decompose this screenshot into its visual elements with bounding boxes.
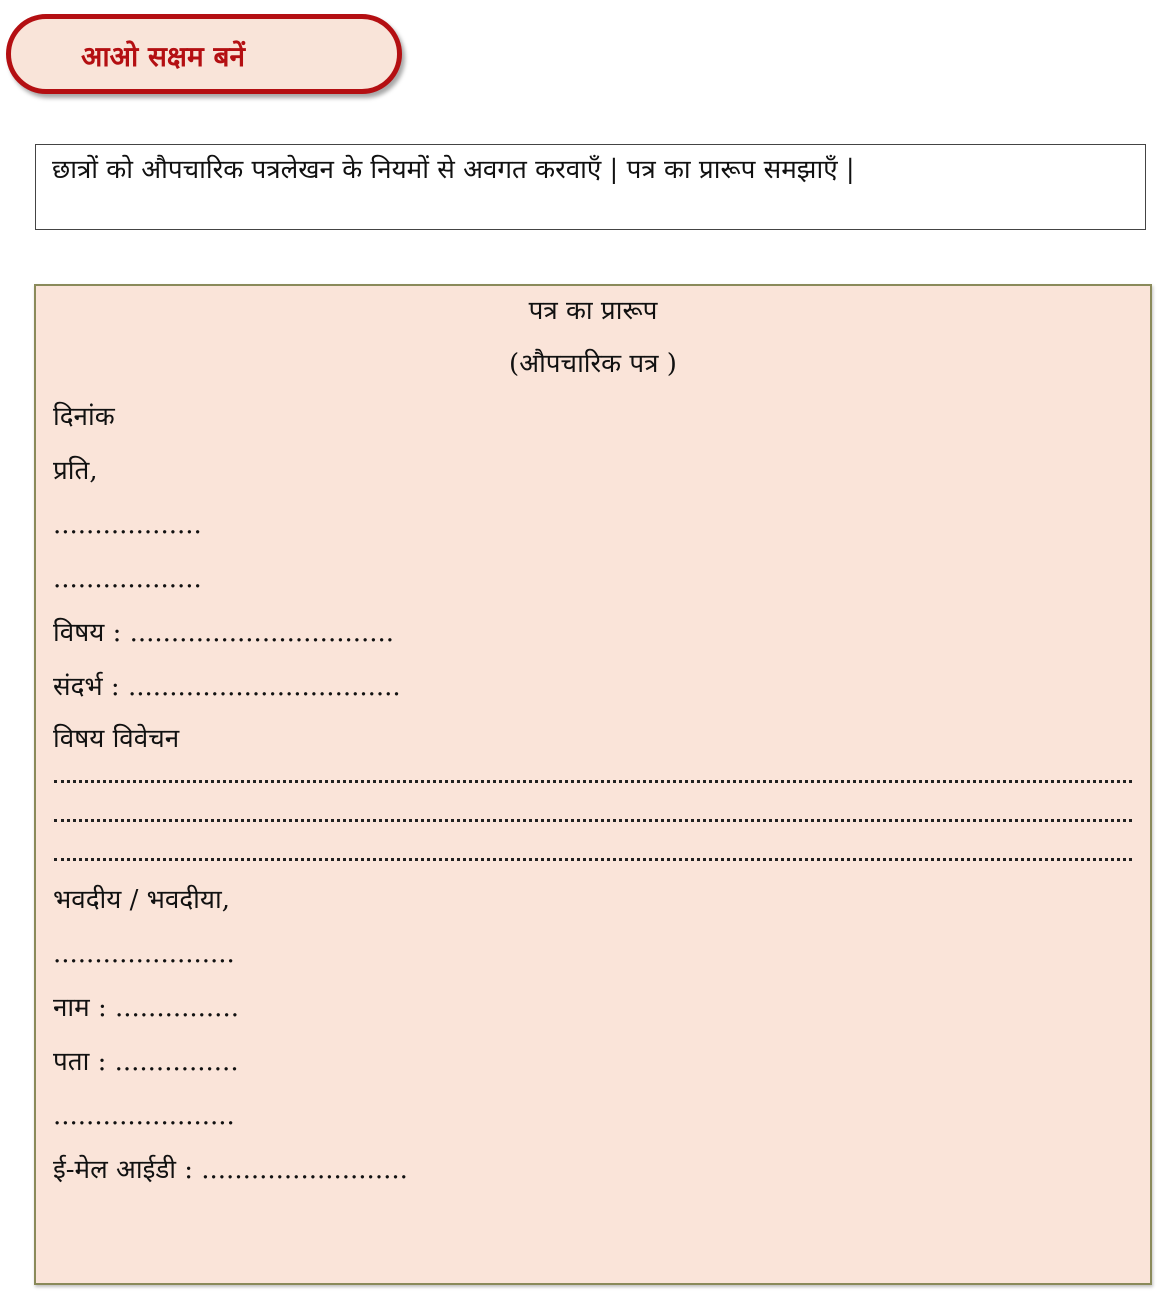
letter-format-box bbox=[34, 284, 1152, 1285]
letter-title: पत्र का प्रारूप bbox=[528, 296, 658, 326]
letter-subtitle: (औपचारिक पत्र ) bbox=[509, 349, 677, 379]
body-label: विषय विवेचन bbox=[53, 724, 180, 754]
instruction-text: छात्रों को औपचारिक पत्रलेखन के नियमों से अवगत करवाएँ | पत्र का प्रारूप समझाएँ | bbox=[52, 155, 855, 185]
body-dotted-line-3 bbox=[54, 858, 1132, 861]
recipient-address-line-1: .................. bbox=[53, 510, 202, 540]
closing-line: भवदीय / भवदीया, bbox=[53, 885, 230, 915]
body-dotted-line-2 bbox=[54, 819, 1132, 822]
sender-email: ई-मेल आईडी : ......................... bbox=[53, 1155, 408, 1185]
sender-name: नाम : ............... bbox=[53, 993, 239, 1023]
subject-line: विषय : ................................ bbox=[53, 618, 395, 648]
date-label: दिनांक bbox=[53, 402, 115, 432]
sender-address-extra: ...................... bbox=[53, 1101, 235, 1131]
signature-line: ...................... bbox=[53, 939, 235, 969]
recipient-label: प्रति, bbox=[53, 456, 98, 486]
sender-address: पता : ............... bbox=[53, 1047, 239, 1077]
recipient-address-line-2: .................. bbox=[53, 564, 202, 594]
banner-title: आओ सक्षम बनें bbox=[81, 40, 246, 73]
reference-line: संदर्भ : ................................. bbox=[53, 672, 401, 702]
banner bbox=[6, 14, 402, 94]
instruction-box bbox=[35, 144, 1146, 230]
body-dotted-line-1 bbox=[54, 780, 1132, 783]
